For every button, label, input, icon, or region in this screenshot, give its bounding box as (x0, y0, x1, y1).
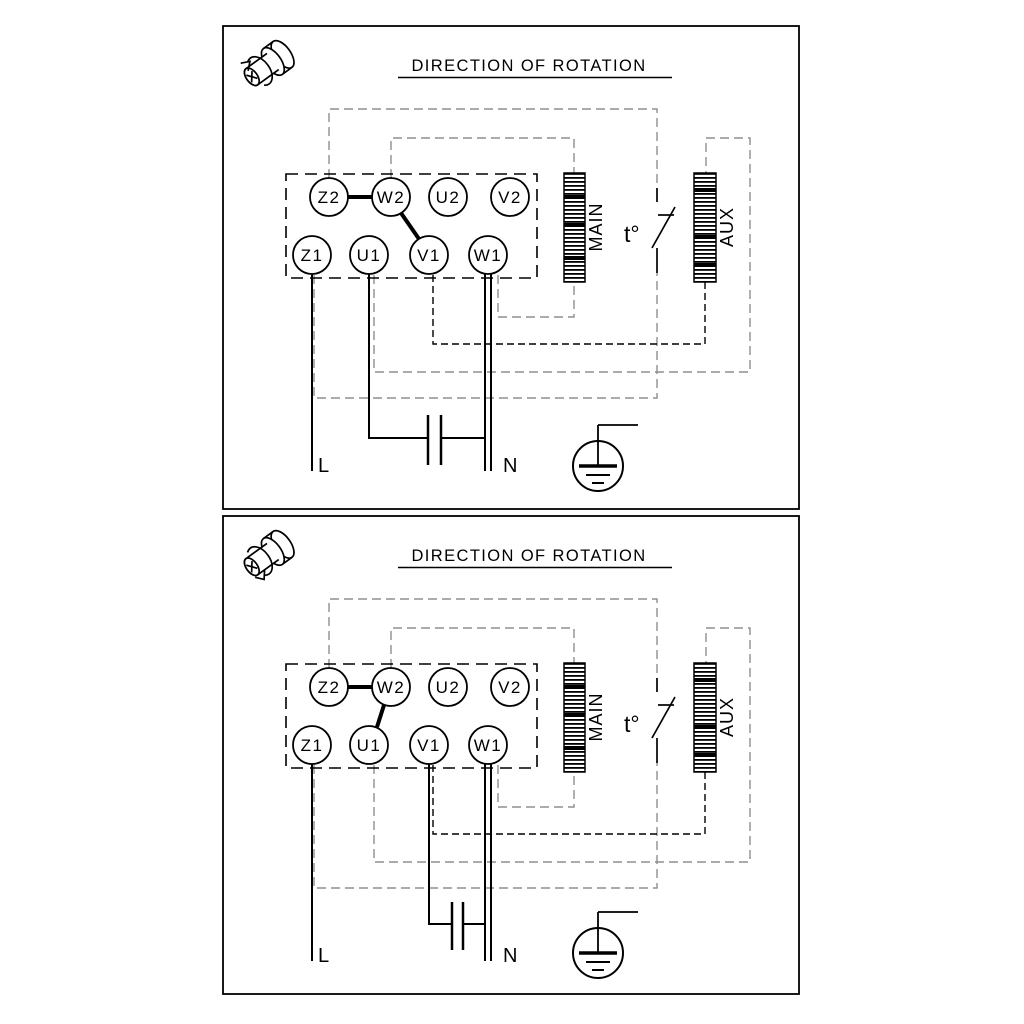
route-w2-main (391, 138, 574, 178)
terminal-z2-label: Z2 (317, 188, 341, 207)
terminal-u1-label: U1 (356, 736, 382, 755)
main-winding-label: MAIN (586, 692, 606, 742)
capacitor-feed-wire (369, 274, 428, 438)
route-main-w1 (498, 275, 574, 317)
thermal-switch (652, 678, 675, 763)
aux-winding-label: AUX (717, 206, 737, 248)
line-label: L (318, 455, 330, 477)
terminal-z2-label: Z2 (317, 678, 341, 697)
aux-winding (694, 173, 737, 282)
neutral-label: N (503, 455, 518, 477)
terminal-z1-label: Z1 (300, 246, 324, 265)
terminal-u2-label: U2 (435, 678, 461, 697)
neutral-label: N (503, 945, 518, 967)
terminal-w1-label: W1 (473, 246, 503, 265)
panel-title: DIRECTION OF ROTATION (411, 547, 647, 565)
terminal-block (286, 174, 537, 278)
main-winding (564, 663, 606, 772)
aux-winding (694, 663, 737, 772)
bridge-w2-u1 (377, 705, 384, 727)
terminal-v2-label: V2 (498, 678, 522, 697)
terminal-u1-label: U1 (356, 246, 382, 265)
earth-ground-icon (573, 912, 638, 978)
terminal-v2-label: V2 (498, 188, 522, 207)
terminal-z1-label: Z1 (300, 736, 324, 755)
aux-winding-label: AUX (717, 696, 737, 738)
rotation-cw-icon (238, 527, 299, 584)
main-winding (564, 173, 606, 282)
thermal-switch-label: t° (624, 221, 640, 247)
thermal-switch-label: t° (624, 711, 640, 737)
thermal-switch (652, 188, 675, 273)
bridge-w2-v1 (401, 213, 419, 239)
panel-rotation-cw (222, 515, 800, 995)
route-w2-main (391, 628, 574, 668)
line-label: L (318, 945, 330, 967)
terminal-w2-label: W2 (376, 678, 406, 697)
capacitor (428, 415, 441, 465)
route-z2-thermal (329, 109, 657, 188)
terminal-w1-label: W1 (473, 736, 503, 755)
terminal-u2-label: U2 (435, 188, 461, 207)
capacitor (452, 902, 463, 950)
terminal-w2-label: W2 (376, 188, 406, 207)
route-z2-thermal (329, 599, 657, 678)
route-v1-aux (433, 275, 705, 344)
terminal-v1-label: V1 (417, 246, 441, 265)
rotation-ccw-icon (237, 36, 298, 93)
panel-rotation-ccw (222, 25, 800, 510)
panel-title: DIRECTION OF ROTATION (411, 57, 647, 75)
terminal-block (286, 664, 537, 768)
route-v1-aux (433, 765, 705, 834)
main-winding-label: MAIN (586, 202, 606, 252)
terminal-v1-label: V1 (417, 736, 441, 755)
earth-ground-icon (573, 425, 638, 491)
route-main-w1 (498, 765, 574, 807)
